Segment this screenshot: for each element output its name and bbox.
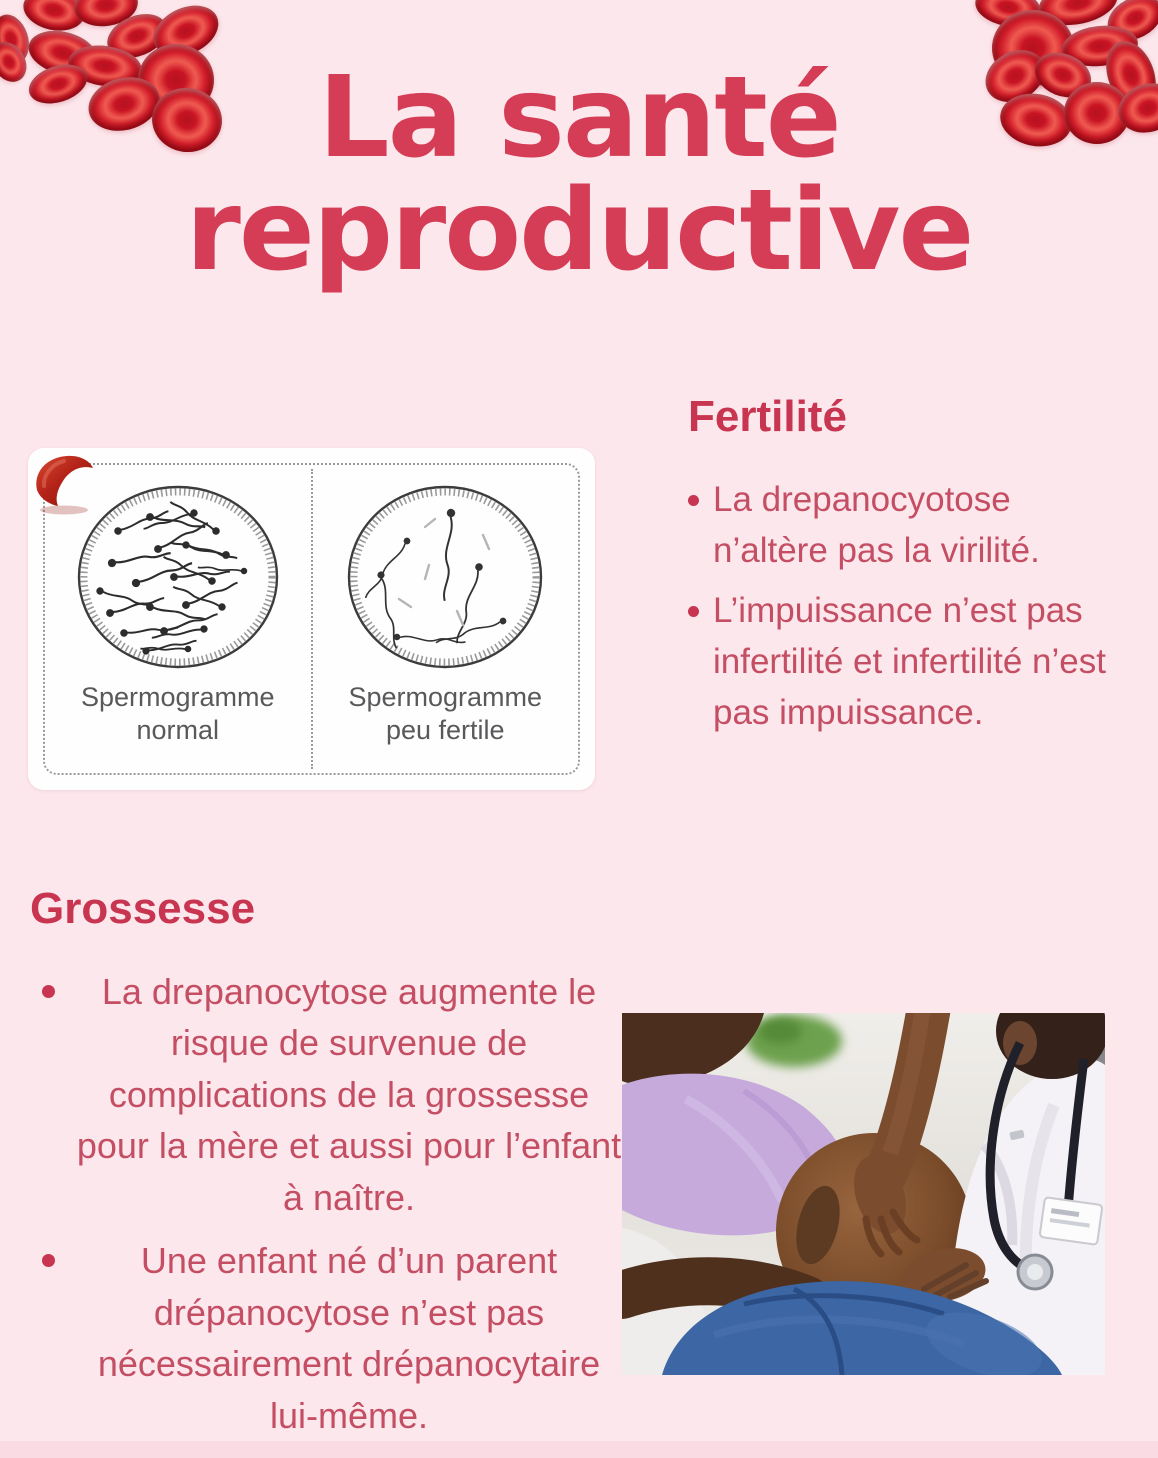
list-item: Une enfant né d’un parent drépanocytose n’est pas nécessairement drépanocytaire lui-même.: [30, 1235, 624, 1441]
pregnancy-exam-photo: [622, 1013, 1105, 1375]
spermogram-card: [28, 448, 595, 790]
pregnancy-section: [30, 884, 624, 1453]
spermogram-low-fertility-drawing: [333, 479, 557, 681]
bottom-band: [0, 1441, 1158, 1458]
spermogram-low-fertility-panel: [313, 465, 579, 773]
list-item: La drepanocytose augmente le risque de survenue de complications de la grossesse pour la mère et aussi pour l’enfant à naître.: [30, 966, 624, 1223]
list-item: L’impuissance n’est pas infertilité et infertilité n’est pas impuissance.: [686, 585, 1128, 738]
spermogram-normal-label: Spermogramme normal: [80, 682, 275, 745]
spermogram-low-fertility-label: Spermogramme peu fertile: [348, 682, 543, 745]
fertility-bullet-list: [686, 474, 1128, 738]
spermogram-card-inner: [43, 463, 580, 775]
fertility-section: [686, 392, 1128, 747]
list-item: La drepanocyotose n’altère pas la virilité.: [686, 474, 1128, 576]
pregnancy-heading: Grossesse: [30, 884, 256, 933]
fertility-heading: Fertilité: [688, 392, 847, 441]
page-title: La santé reproductive: [185, 53, 973, 297]
pregnancy-bullet-list: [30, 966, 624, 1441]
sickle-cell-icon: [30, 450, 108, 518]
